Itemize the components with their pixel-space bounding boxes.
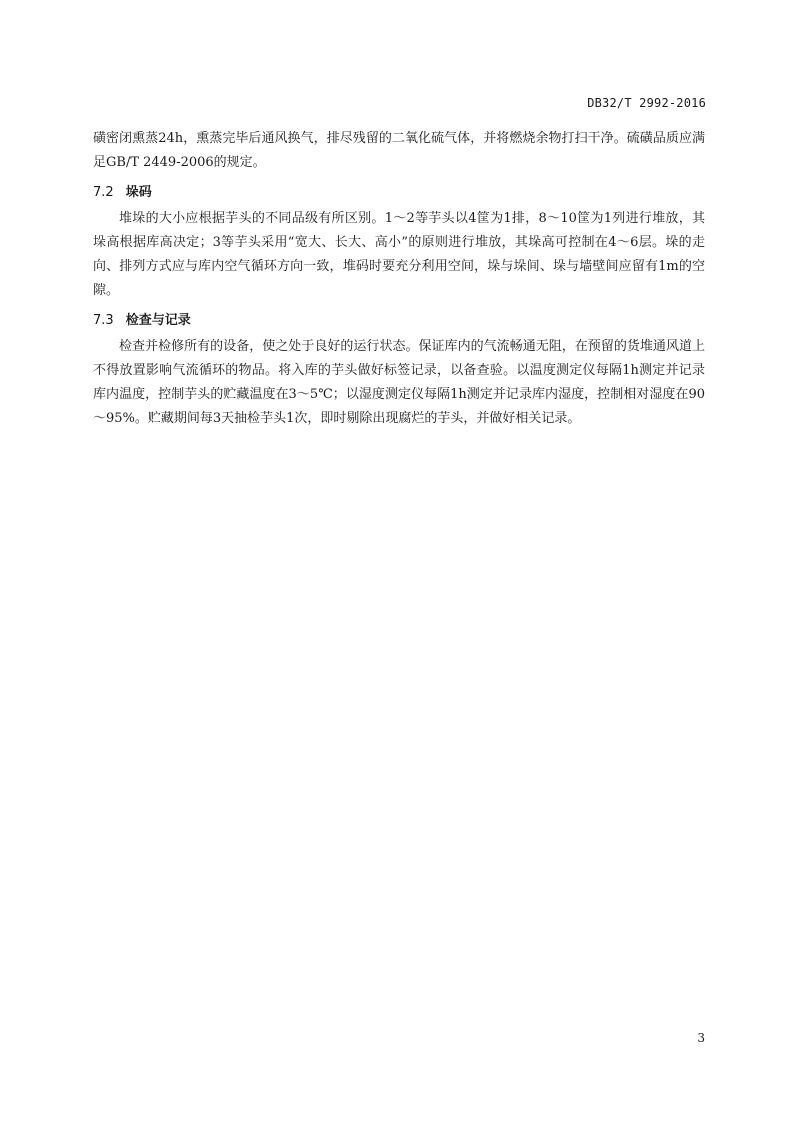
section-number: 7.2	[93, 185, 114, 200]
document-body	[93, 127, 705, 431]
intro-paragraph: 磺密闭熏蒸24h，熏蒸完毕后通风换气，排尽残留的二氧化硫气体，并将燃烧余物打扫干净。硫磺品质应满足GB/T 2449-2006的规定。	[93, 131, 705, 170]
section-paragraph-7-3: 检查并检修所有的设备，使之处于良好的运行状态。保证库内的气流畅通无阻，在预留的货堆通风道上不得放置影响气流循环的物品。将入库的芋头做好标签记录，以备查验。以温度测定仪每隔1h测定并记录库内温度，控制芋头的贮藏温度在3～5℃；以湿度测定仪每隔1h测定并记录库内湿度，控制相对湿度在90～95%。贮藏期间每3天抽检芋头1次，即时剔除出现腐烂的芋头，并做好相关记录。	[93, 339, 705, 426]
section-title: 垛码	[125, 185, 152, 200]
section-number: 7.3	[93, 313, 114, 328]
page-number: 3	[697, 1031, 705, 1045]
section-title: 检查与记录	[125, 313, 191, 328]
section-paragraph-7-2: 堆垛的大小应根据芋头的不同品级有所区别。1～2等芋头以4筐为1排，8～10筐为1列进行堆放，其垛高根据库高决定；3等芋头采用“宽大、长大、高小”的原则进行堆放，其垛高可控制在4～6层。垛的走向、排列方式应与库内空气循环方向一致，堆码时要充分利用空间，垛与垛间、垛与墙壁间应留有1m的空隙。	[93, 211, 705, 298]
document-code: DB32/T 2992-2016	[587, 96, 706, 110]
section-heading-7-2	[93, 181, 705, 205]
section-heading-7-3	[93, 309, 705, 333]
